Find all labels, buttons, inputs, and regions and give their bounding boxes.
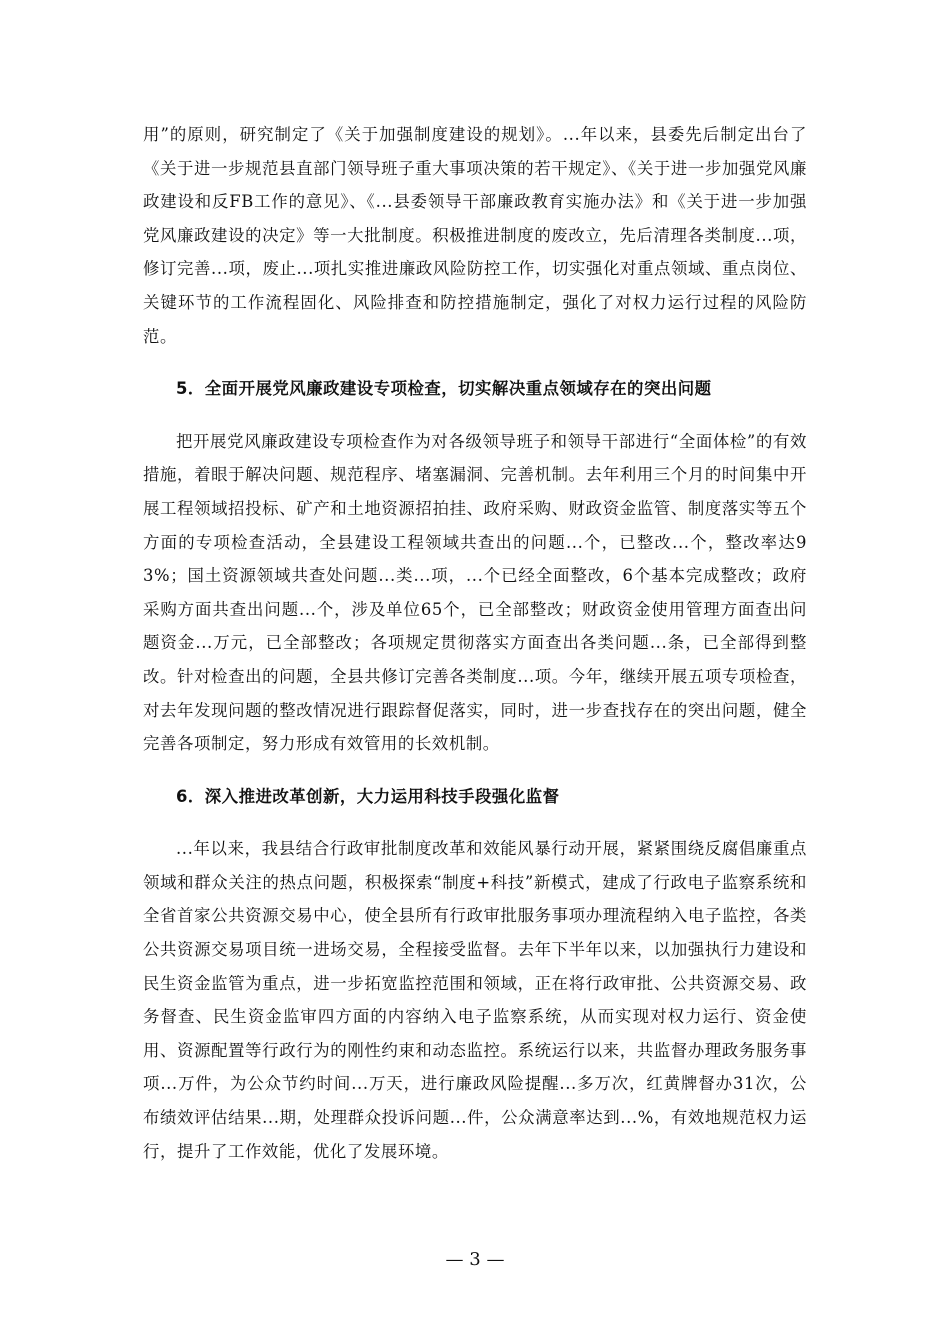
paragraph-continued: 用”的原则，研究制定了《关于加强制度建设的规划》。...年以来，县委先后制定出台了《关于进一步规范县直部门领导班子重大事项决策的若干规定》、《关于进一步加强党风廉政建设和反FB工作的意见》、《...县委领导干部廉政教育实施办法》和《关于进一步加强党风廉政建设的决定》等一大批制度。积极推进制度的废改立，先后清理各类制度...项，修订完善...项，废止...项扎实推进廉政风险防控工作，切实强化对重点领域、重点岗位、关键环节的工作流程固化、风险排查和防控措施制定，强化了对权力运行过程的风险防范。 — [143, 125, 807, 346]
section-heading-6: 6．深入推进改革创新，大力运用科技手段强化监督 — [176, 786, 560, 806]
document-body — [143, 118, 807, 1168]
page-number: — 3 — — [445, 1249, 505, 1270]
section-heading-5: 5．全面开展党风廉政建设专项检查，切实解决重点领域存在的突出问题 — [176, 379, 712, 399]
paragraph-special-inspection: 把开展党风廉政建设专项检查作为对各级领导班子和领导干部进行“全面体检”的有效措施，着眼于解决问题、规范程序、堵塞漏洞、完善机制。去年利用三个月的时间集中开展工程领域招投标、矿产和土地资源招拍挂、政府采购、财政资金监管、制度落实等五个方面的专项检查活动，全县建设工程领域共查出的问题...个，已整改...个，整改率达93%；国土资源领域共查处问题...类...项，...个已经全面整改，6个基本完成整改；政府采购方面共查出问题...个，涉及单位65个，已全部整改；财政资金使用管理方面查出问题资金...万元，已全部整改；各项规定贯彻落实方面查出各类问题...条，已全部得到整改。针对检查出的问题，全县共修订完善各类制度...项。今年，继续开展五项专项检查，对去年发现问题的整改情况进行跟踪督促落实，同时，进一步查找存在的突出问题，健全完善各项制定，努力形成有效管用的长效机制。 — [143, 431, 807, 754]
paragraph-tech-supervision: ...年以来，我县结合行政审批制度改革和效能风暴行动开展，紧紧围绕反腐倡廉重点领域和群众关注的热点问题，积极探索“制度+科技”新模式，建成了行政电子监察系统和全省首家公共资源交易中心，使全县所有行政审批服务事项办理流程纳入电子监控，各类公共资源交易项目统一进场交易，全程接受监督。去年下半年以来，以加强执行力建设和民生资金监管为重点，进一步拓宽监控范围和领域，正在将行政审批、公共资源交易、政务督查、民生资金监审四方面的内容纳入电子监察系统，从而实现对权力运行、资金使用、资源配置等行政行为的刚性约束和动态监控。系统运行以来，共监督办理政务服务事项...万件，为公众节约时间...万天，进行廉政风险提醒...多万次，红黄牌督办31次，公布绩效评估结果...期，处理群众投诉问题...件，公众满意率达到...%，有效地规范权力运行，提升了工作效能，优化了发展环境。 — [143, 839, 807, 1161]
